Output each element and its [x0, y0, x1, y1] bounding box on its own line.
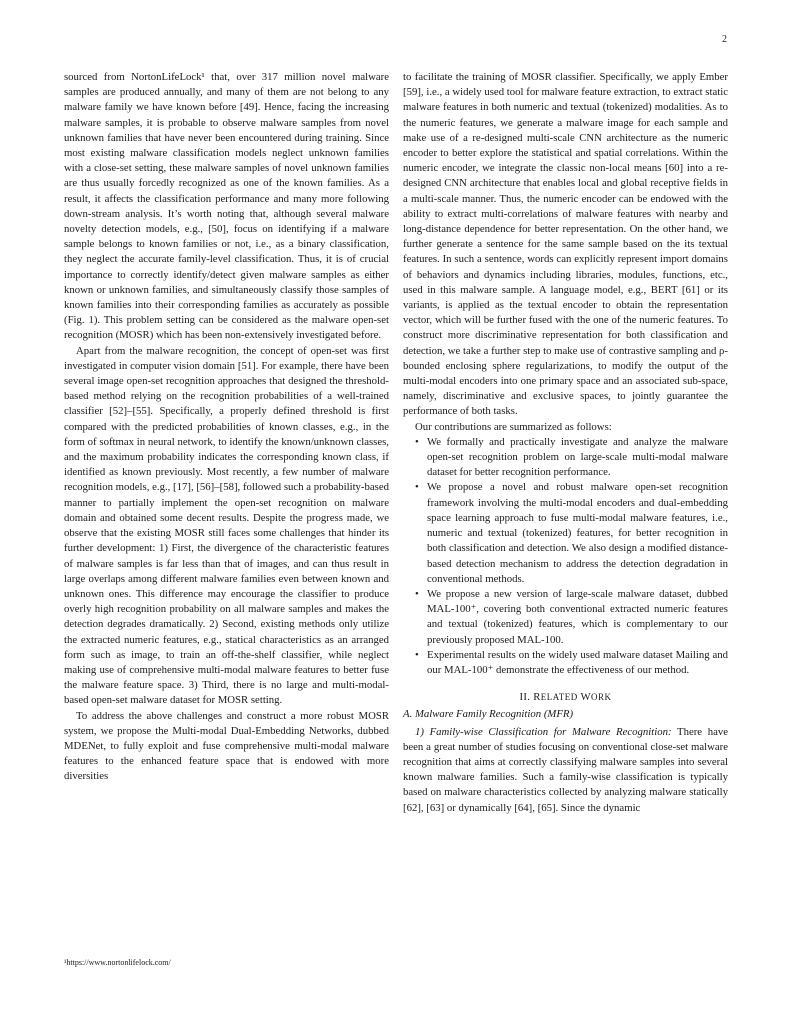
section-title-rest: ELATED [540, 692, 578, 703]
contribution-item: • We propose a new version of large-scale malware dataset, dubbed MAL-100⁺, covering both conventional extracted numeric features and textual (tokenized) features, which is complementary to our previously proposed MAL-100. [427, 587, 728, 648]
section-number: II. [519, 691, 531, 704]
contribution-item: • Experimental results on the widely used malware dataset Mailing and our MAL-100⁺ demonstrate the effectiveness of our method. [427, 648, 728, 678]
left-column [64, 70, 389, 785]
left-paragraph-1: sourced from NortonLifeLock¹ that, over 317 million novel malware samples are produced annually, and many of them are not belong to any malware family we have known before [49]. Hence, facing the increasing malware samples, it is probable to observe malware samples from novel unknown families that have never been encountered during training. Since most existing malware classification models neglect unknown families with a close-set setting, these malware samples of novel unknown families are thus usually forcedly recognized as one of the known families. As a result, it affects the classification performance and many more following down-stream analysis. It’s worth noting that, although several malware novelty detection models, e.g., [50], focus on identifying if a malware sample belongs to known families or not, i.e., as a binary classification, they neglect the accurate family-level classification. Thus, it is of crucial importance to correctly identify/detect given malware samples as either known or unknown families, and simultaneously classify those samples of known families into their corresponding families as accurately as possible (Fig. 1). This problem setting can be considered as the malware open-set recognition (MOSR) which has been non-extensively investigated before. [64, 71, 389, 342]
footnote: ¹https://www.nortonlifelock.com/ [64, 958, 171, 967]
page-number: 2 [722, 34, 727, 45]
right-paragraph-1: to facilitate the training of MOSR classifier. Specifically, we apply Ember [59], i.e., a widely used tool for malware feature extraction, to extract static malware features in both numeric and textual (tokenized) modalities. As to the numeric features, we generate a malware image for each sample and make use of a re-designed multi-scale CNN architecture as the numeric encoder to better explore the statistical and spatial correlations. Within the numeric encoder, we integrate the classic non-local means [60] into a re-designed CNN architecture that enables local and global receptive fields in a multi-scale manner. Thus, the numeric encoder can be endowed with the ability to extract multi-correlations of malware features with nearby and long-distance dependence for better representation. On the other hand, we further generate a sentence for the same sample based on the its textual features. In such a sentence, words can explicitly represent import domains of behaviors and dynamics including libraries, modules, functions, etc., used in this malware sample. A language model, e.g., BERT [61] or its variants, is applied as the textual encoder to obtain the representation vector, which will be further fused with the one of the numeric features. To construct more discriminative representation for both classification and detection, we take a further step to make use of contrastive sampling and ρ-bounded enclosing sphere regularizations, to modify the output of the multi-modal encoders into one primary space and an associated sub-space, namely, discriminative and exclusive spaces, to jointly guarantee the performance of both tasks. [403, 71, 728, 418]
right-paragraph-3-text: There have been a great number of studies focusing on conventional close-set malware recognition that aims at correctly classifying malware samples into several known malware families. Such a family-wise classification is typically based on malware characteristics collected by analyzing malware statically [62], [63] or dynamically [64], [65]. Since the dynamic [403, 725, 729, 814]
right-column [403, 70, 728, 816]
right-paragraph-3 [403, 725, 728, 816]
subsubsection-label: 1) Family-wise Classification for Malware Recognition: [415, 725, 672, 738]
left-paragraph-2: Apart from the malware recognition, the concept of open-set was first investigated in computer vision domain [51]. For example, there have been several image open-set recognition approaches that designed the threshold-based method relying on the recognition probabilities of a well-trained classifier [52]–[55]. Specifically, a properly defined threshold is first compared with the predicted probabilities of known classes, e.g., in the form of softmax in neural network, to identify the known/unknown classes, and the maximum probability indicates the corresponding known class, if identified as known previously. Most recently, a few number of malware recognition models, e.g., [17], [56]–[58], followed such a probability-based manner to partially implement the open-set recognition on malware domain and obtained some decent results. Despite the progress made, we observe that the existing MOSR still faces some challenges that hinder its further development: 1) First, the divergence of the characteristic features of malware samples is far less than that of images, and can thus result in large overlaps among different malware families even between known and unknown ones. This difference may encourage the classifier to produce overly high recognition probability on all malware samples and makes the detection degrades dramatically. 2) Second, existing methods only utilize the extracted numeric features, e.g., statical characteristics as an arranged form such as image, to train an off-the-shelf classifier, while neglect making use of comprehensive multi-modal malware features to better fuse the malware feature space. 3) Third, there is no large and multi-modal-based open-set malware dataset for MOSR setting. [64, 344, 389, 707]
contribution-item: • We formally and practically investigate and analyze the malware open-set recognition problem on large-scale multi-modal malware dataset for better recognition performance. [427, 435, 728, 481]
contribution-item: • We propose a novel and robust malware open-set recognition framework involving the multi-modal encoders and dual-embedding space learning approach to fuse multi-modal malware features, i.e., numeric and textual (tokenized) features, for better recognition in both classification and detection. We also design a modified distance-based detection mechanism to address the detection degradation in conventional methods. [427, 480, 728, 586]
section-heading [403, 690, 728, 705]
contributions-list [403, 435, 728, 678]
section-title-rest-2: ORK [590, 692, 612, 703]
contributions-intro: Our contributions are summarized as follows: [415, 420, 612, 433]
section-title-initial: R [533, 691, 541, 704]
left-paragraph-3: To address the above challenges and construct a more robust MOSR system, we propose the Multi-modal Dual-Embedding Networks, dubbed MDENet, to fully exploit and fuse comprehensive multi-modal malware features to the enhanced feature space that is endowed with more diversities [64, 709, 389, 783]
section-title-initial-2: W [580, 691, 591, 704]
subsection-heading: A. Malware Family Recognition (MFR) [403, 708, 574, 721]
